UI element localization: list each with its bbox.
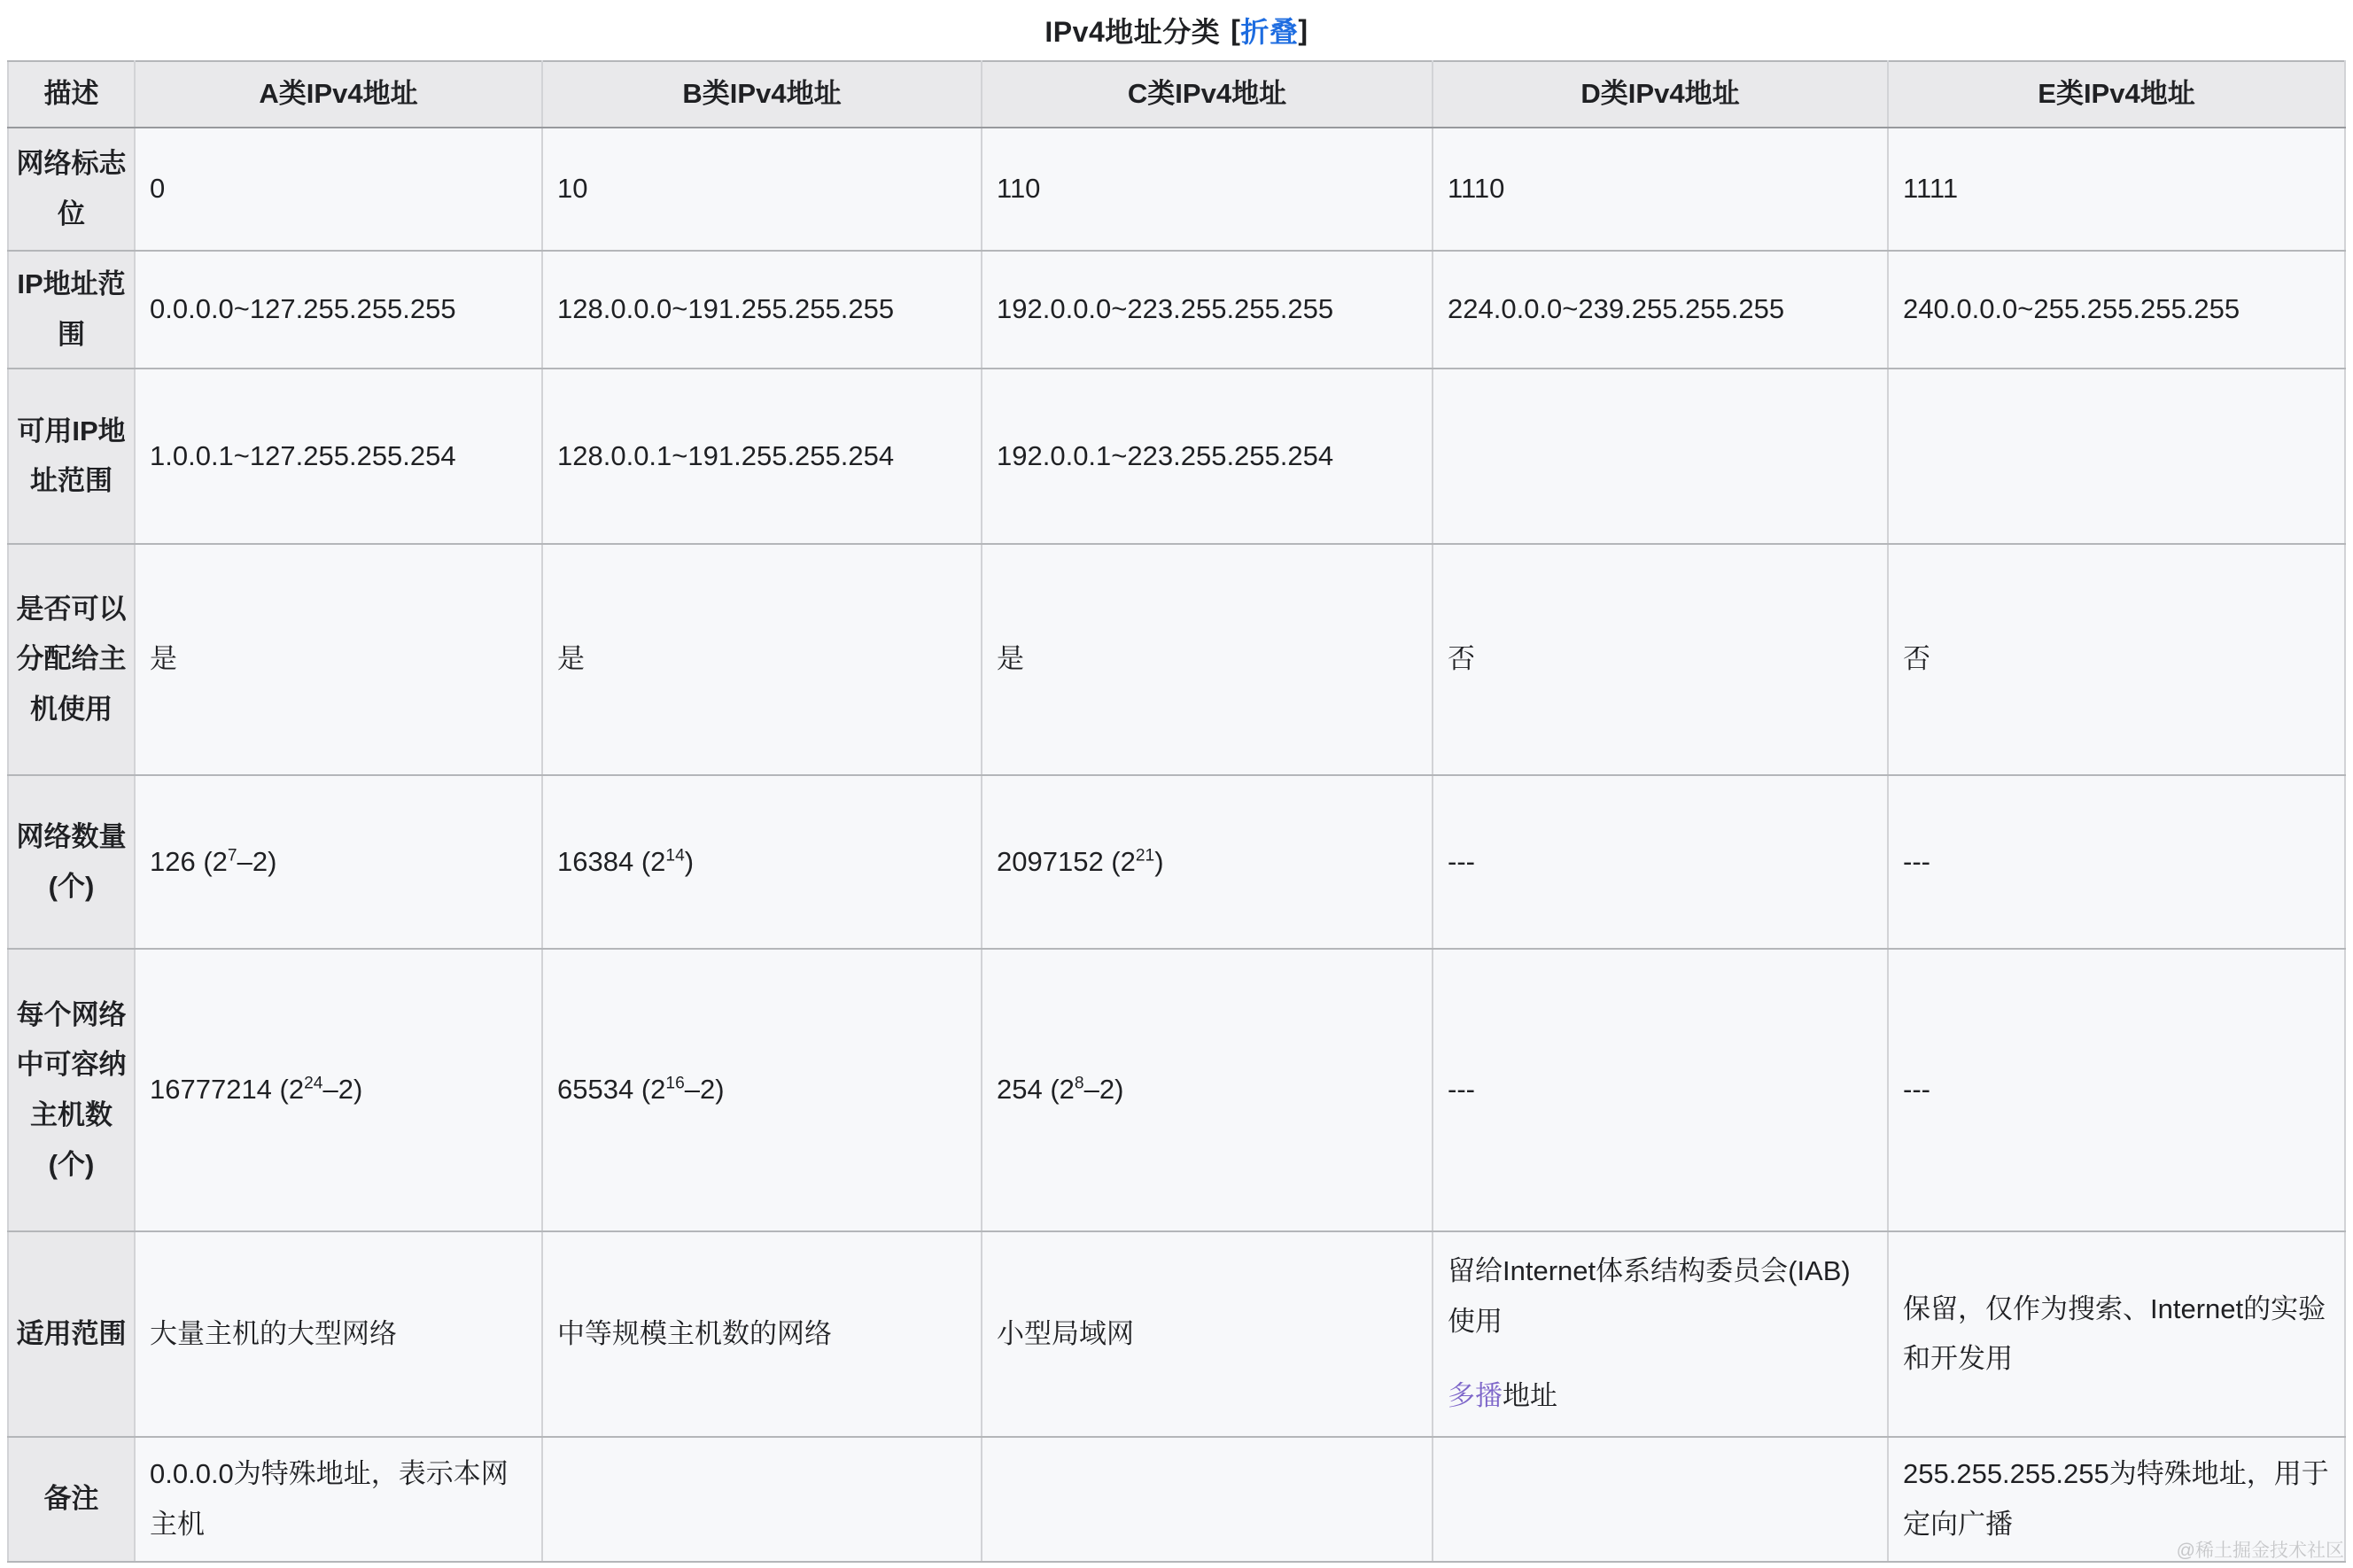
- table-cell: [135, 369, 542, 544]
- cell-text: ): [684, 845, 695, 877]
- table-cell: [1888, 369, 2345, 544]
- superscript: 21: [1135, 846, 1155, 866]
- cell-text: 192.0.0.0~223.255.255.255: [997, 293, 1334, 325]
- cell-text: ---: [1448, 1074, 1475, 1106]
- superscript: 24: [304, 1074, 323, 1093]
- table-cell: [135, 1437, 542, 1562]
- cell-text: 是: [557, 643, 585, 675]
- table-cell: [135, 1231, 542, 1437]
- cell-paragraph: [1903, 634, 2330, 684]
- cell-paragraph: [557, 634, 967, 684]
- table-row: [8, 949, 2345, 1231]
- cell-text: ---: [1903, 1074, 1930, 1106]
- table-cell: [542, 544, 982, 775]
- cell-text: 224.0.0.0~239.255.255.255: [1448, 293, 1785, 325]
- cell-text: 否: [1448, 643, 1475, 675]
- table-row: [8, 128, 2345, 251]
- column-header: A类IPv4地址: [135, 61, 542, 128]
- row-label: 可用IP地址范围: [8, 369, 135, 544]
- cell-paragraph: [1448, 284, 1873, 334]
- table-row: [8, 1437, 2345, 1562]
- cell-paragraph: [1448, 837, 1873, 887]
- cell-text: 大量主机的大型网络: [150, 1317, 397, 1349]
- cell-text: 小型局域网: [997, 1317, 1134, 1349]
- table-cell: [1888, 775, 2345, 949]
- table-cell: [135, 128, 542, 251]
- table-cell: [542, 369, 982, 544]
- multicast-link[interactable]: 多播: [1448, 1380, 1503, 1412]
- row-label: 适用范围: [8, 1231, 135, 1437]
- cell-text: 128.0.0.0~191.255.255.255: [557, 293, 895, 325]
- table-cell: [1888, 128, 2345, 251]
- bracket-open: [: [1231, 13, 1241, 46]
- table-cell: [135, 949, 542, 1231]
- superscript: 7: [227, 846, 237, 866]
- column-header: B类IPv4地址: [542, 61, 982, 128]
- cell-text: 192.0.0.1~223.255.255.254: [997, 439, 1334, 471]
- cell-paragraph: [557, 431, 967, 481]
- table-row: [8, 544, 2345, 775]
- cell-paragraph: [150, 284, 527, 334]
- cell-text: 16384 (2: [557, 845, 666, 877]
- cell-text: 126 (2: [150, 845, 228, 877]
- table-cell: [1433, 775, 1888, 949]
- cell-text: 保留，仅作为搜索、Internet的实验和开发用: [1903, 1292, 2326, 1374]
- cell-paragraph: [150, 1449, 527, 1549]
- cell-paragraph: [1448, 1371, 1873, 1421]
- row-label: 每个网络中可容纳主机数 (个): [8, 949, 135, 1231]
- table-cell: [135, 775, 542, 949]
- cell-paragraph: [997, 634, 1417, 684]
- table-cell: [1888, 544, 2345, 775]
- table-cell: [982, 775, 1433, 949]
- cell-text: 1.0.0.1~127.255.255.254: [150, 439, 456, 471]
- cell-paragraph: [150, 1309, 527, 1359]
- cell-paragraph: [1448, 1065, 1873, 1114]
- cell-text: –2): [237, 845, 277, 877]
- table-body: [8, 128, 2345, 1562]
- cell-paragraph: [557, 1309, 967, 1359]
- cell-paragraph: [1448, 164, 1873, 213]
- cell-text: 254 (2: [997, 1074, 1075, 1106]
- table-cell: [135, 251, 542, 369]
- table-cell: [1433, 369, 1888, 544]
- superscript: 14: [665, 846, 685, 866]
- header-row: [8, 61, 2345, 128]
- cell-paragraph: [150, 837, 527, 887]
- cell-paragraph: [1448, 1246, 1873, 1347]
- table-cell: [1433, 251, 1888, 369]
- table-cell: [1433, 544, 1888, 775]
- table-cell: [542, 1231, 982, 1437]
- cell-paragraph: [1903, 164, 2330, 213]
- cell-paragraph: [1903, 1065, 2330, 1114]
- cell-text: –2): [1083, 1074, 1124, 1106]
- cell-paragraph: [997, 1065, 1417, 1114]
- table-cell: [1433, 1231, 1888, 1437]
- cell-text: 中等规模主机数的网络: [557, 1317, 832, 1349]
- cell-paragraph: [150, 634, 527, 684]
- cell-text: 是: [997, 643, 1024, 675]
- cell-paragraph: [997, 284, 1417, 334]
- cell-text: 留给Internet体系结构委员会(IAB)使用: [1448, 1255, 1851, 1337]
- table-cell: [982, 1231, 1433, 1437]
- cell-paragraph: [1903, 1285, 2330, 1385]
- cell-text: –2): [684, 1074, 725, 1106]
- corner-header: 描述: [8, 61, 135, 128]
- column-header: C类IPv4地址: [982, 61, 1433, 128]
- table-cell: [1433, 128, 1888, 251]
- table-cell: [982, 128, 1433, 251]
- cell-text: ---: [1903, 845, 1930, 877]
- cell-paragraph: [150, 431, 527, 481]
- table-row: [8, 369, 2345, 544]
- title-text: IPv4地址分类: [1044, 16, 1221, 48]
- table-cell: [542, 949, 982, 1231]
- table-cell: [542, 251, 982, 369]
- row-label: 网络标志位: [8, 128, 135, 251]
- cell-paragraph: [1903, 284, 2330, 334]
- row-label: IP地址范围: [8, 251, 135, 369]
- cell-text: 0.0.0.0~127.255.255.255: [150, 293, 456, 325]
- cell-text: 16777214 (2: [150, 1074, 305, 1106]
- collapse-link[interactable]: 折叠: [1240, 16, 1299, 48]
- table-cell: [1433, 1437, 1888, 1562]
- table-cell: [135, 544, 542, 775]
- cell-paragraph: [997, 164, 1417, 213]
- cell-paragraph: [1903, 1449, 2330, 1549]
- ipv4-class-table: [7, 60, 2346, 1563]
- cell-paragraph: [150, 164, 527, 213]
- cell-paragraph: [1903, 837, 2330, 887]
- table-cell: [542, 128, 982, 251]
- cell-paragraph: [557, 164, 967, 213]
- row-label: 是否可以分配给主机使用: [8, 544, 135, 775]
- table-cell: [542, 1437, 982, 1562]
- row-label: 备注: [8, 1437, 135, 1562]
- cell-paragraph: [150, 1065, 527, 1114]
- table-row: [8, 1231, 2345, 1437]
- cell-text: 1110: [1448, 173, 1505, 205]
- cell-text: 地址: [1503, 1380, 1557, 1412]
- watermark: @稀土掘金技术社区: [2176, 1541, 2344, 1561]
- table-row: [8, 775, 2345, 949]
- cell-paragraph: [557, 284, 967, 334]
- cell-text: 0: [150, 173, 166, 205]
- table-cell: [1888, 1231, 2345, 1437]
- superscript: 8: [1074, 1074, 1084, 1093]
- superscript: 16: [665, 1074, 685, 1093]
- table-cell: [1433, 949, 1888, 1231]
- table-cell: [542, 775, 982, 949]
- cell-text: 1111: [1903, 173, 1959, 205]
- table-cell: [982, 1437, 1433, 1562]
- table-cell: [982, 369, 1433, 544]
- table-cell: [1888, 949, 2345, 1231]
- cell-text: ---: [1448, 845, 1475, 877]
- cell-text: 110: [997, 173, 1041, 205]
- cell-paragraph: [997, 431, 1417, 481]
- cell-text: –2): [322, 1074, 363, 1106]
- table-cell: [982, 544, 1433, 775]
- cell-paragraph: [997, 837, 1417, 887]
- cell-paragraph: [557, 837, 967, 887]
- table-row: [8, 251, 2345, 369]
- column-header: D类IPv4地址: [1433, 61, 1888, 128]
- cell-text: ): [1154, 845, 1164, 877]
- column-header: E类IPv4地址: [1888, 61, 2345, 128]
- cell-text: 2097152 (2: [997, 845, 1136, 877]
- cell-text: 10: [557, 173, 588, 205]
- row-label: 网络数量 (个): [8, 775, 135, 949]
- cell-paragraph: [997, 1309, 1417, 1359]
- cell-text: 否: [1903, 643, 1930, 675]
- cell-paragraph: [557, 1065, 967, 1114]
- table-cell: [1888, 251, 2345, 369]
- table-cell: [982, 949, 1433, 1231]
- table-cell: [982, 251, 1433, 369]
- bracket-close: ]: [1298, 13, 1309, 46]
- cell-text: 0.0.0.0为特殊地址，表示本网主机: [150, 1458, 509, 1540]
- cell-text: 255.255.255.255为特殊地址，用于定向广播: [1903, 1458, 2329, 1540]
- cell-paragraph: [1448, 634, 1873, 684]
- cell-text: 128.0.0.1~191.255.255.254: [557, 439, 895, 471]
- table-title: [0, 0, 2353, 60]
- cell-text: 240.0.0.0~255.255.255.255: [1903, 293, 2240, 325]
- cell-text: 65534 (2: [557, 1074, 666, 1106]
- cell-text: 是: [150, 643, 177, 675]
